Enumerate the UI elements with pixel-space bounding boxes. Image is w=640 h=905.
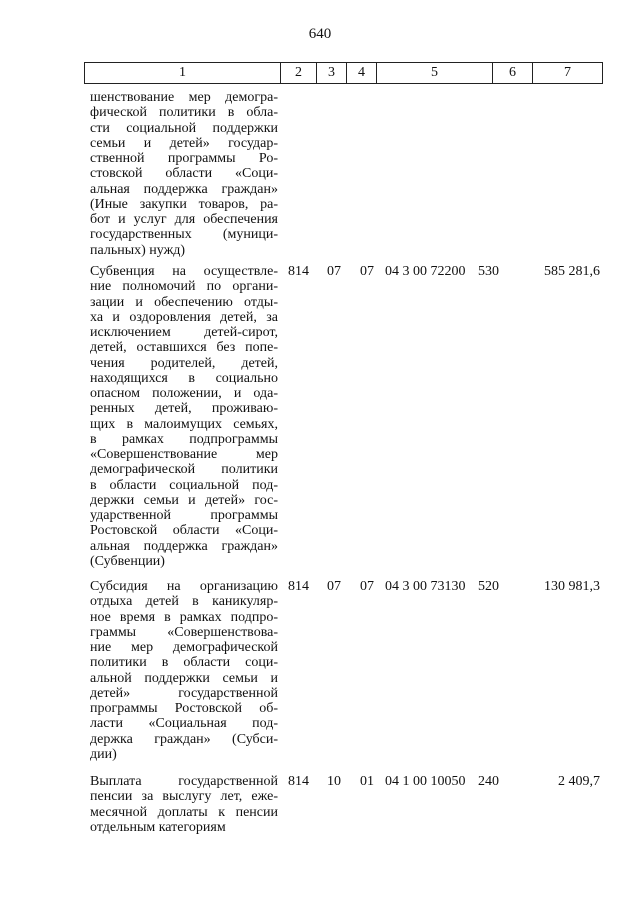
description-line: в области социальной под- [90,477,278,493]
description-line: отдельным категориям [90,819,226,835]
description-line: ное время в рамках подпро- [90,609,278,625]
description-line: в рамках подпрограммы [90,431,278,447]
description-line: ласти «Социальная под- [90,716,278,732]
column-header-1: 1 [85,63,281,84]
cell-description [90,579,278,762]
cell-amount: 585 281,6 [544,264,600,279]
description-line: шенствование мер демогра- [90,90,278,105]
description-line: месячной доплаты к пенсии [90,804,278,820]
description-line: держка граждан» (Субси- [90,731,278,747]
description-line: ние мер демографической [90,640,278,655]
column-header-6: 6 [493,63,533,84]
description-line: фической политики в обла- [90,105,278,121]
column-header-5: 5 [377,63,493,84]
cell-description [90,774,278,835]
cell-amount: 2 409,7 [558,774,600,789]
description-line: ренных детей, проживаю- [90,401,278,417]
description-line: альная поддержка граждан» [90,538,278,554]
description-line: чения родителей, детей, [90,355,278,371]
cell-gr: 814 [288,264,309,279]
description-line: исключением детей-сирот, [90,325,278,340]
cell-rz: 07 [327,264,341,279]
description-line: (Субвенции) [90,553,165,569]
description-line: Субсидия на организацию [90,579,278,594]
description-line: опасном положении, и ода- [90,386,278,401]
cell-description [90,90,278,258]
description-line: государственных (муници- [90,227,278,243]
description-line: альная поддержка граждан» [90,181,278,197]
cell-pr: 07 [360,579,374,594]
column-header-3: 3 [317,63,347,84]
cell-vr: 240 [478,774,499,789]
description-line: политики в области соци- [90,655,278,671]
description-line: бот и услуг для обеспечения [90,212,278,227]
description-line: стовской области «Соци- [90,166,278,182]
description-line: детей» государственной [90,685,278,701]
cell-pr: 01 [360,774,374,789]
description-line: демографической политики [90,462,278,478]
column-header-4: 4 [347,63,377,84]
cell-cs: 04 3 00 72200 [385,264,466,279]
description-line: семьи и детей» государ- [90,135,278,151]
cell-description [90,264,278,569]
column-header-row [84,62,603,84]
description-line: ние полномочий по органи- [90,279,278,295]
cell-rz: 07 [327,579,341,594]
description-line: Выплата государственной [90,774,278,789]
description-line: сти социальной поддержки [90,120,278,136]
description-line: пенсии за выслугу лет, еже- [90,789,278,805]
cell-gr: 814 [288,774,309,789]
description-line: находящихся в социально [90,370,278,386]
cell-amount: 130 981,3 [544,579,600,594]
description-line: детей, оставшихся без попе- [90,340,278,356]
cell-gr: 814 [288,579,309,594]
cell-pr: 07 [360,264,374,279]
page-number: 640 [308,26,332,42]
description-line: держки семьи и детей» гос- [90,492,278,508]
description-line: дии) [90,746,117,762]
description-line: граммы «Совершенствова- [90,624,278,640]
column-header-7: 7 [533,63,603,84]
description-line: Субвенция на осуществле- [90,264,278,279]
cell-vr: 520 [478,579,499,594]
description-line: программы Ростовской об- [90,701,278,716]
description-line: ударственной программы [90,508,278,523]
description-line: альной поддержки семьи и [90,670,278,686]
description-line: щих в малоимущих семьях, [90,416,278,432]
cell-vr: 530 [478,264,499,279]
description-line: (Иные закупки товаров, ра- [90,196,278,212]
column-header-2: 2 [281,63,317,84]
description-line: «Совершенствование мер [90,447,278,462]
description-line: зации и обеспечению отды- [90,294,278,310]
description-line: отдыха детей в каникуляр- [90,594,278,610]
cell-cs: 04 3 00 73130 [385,579,466,594]
cell-rz: 10 [327,774,341,789]
cell-cs: 04 1 00 10050 [385,774,466,789]
description-line: пальных) нужд) [90,242,186,258]
description-line: ха и оздоровления детей, за [90,309,278,325]
description-line: ственной программы Ро- [90,151,278,166]
description-line: Ростовской области «Соци- [90,523,278,539]
